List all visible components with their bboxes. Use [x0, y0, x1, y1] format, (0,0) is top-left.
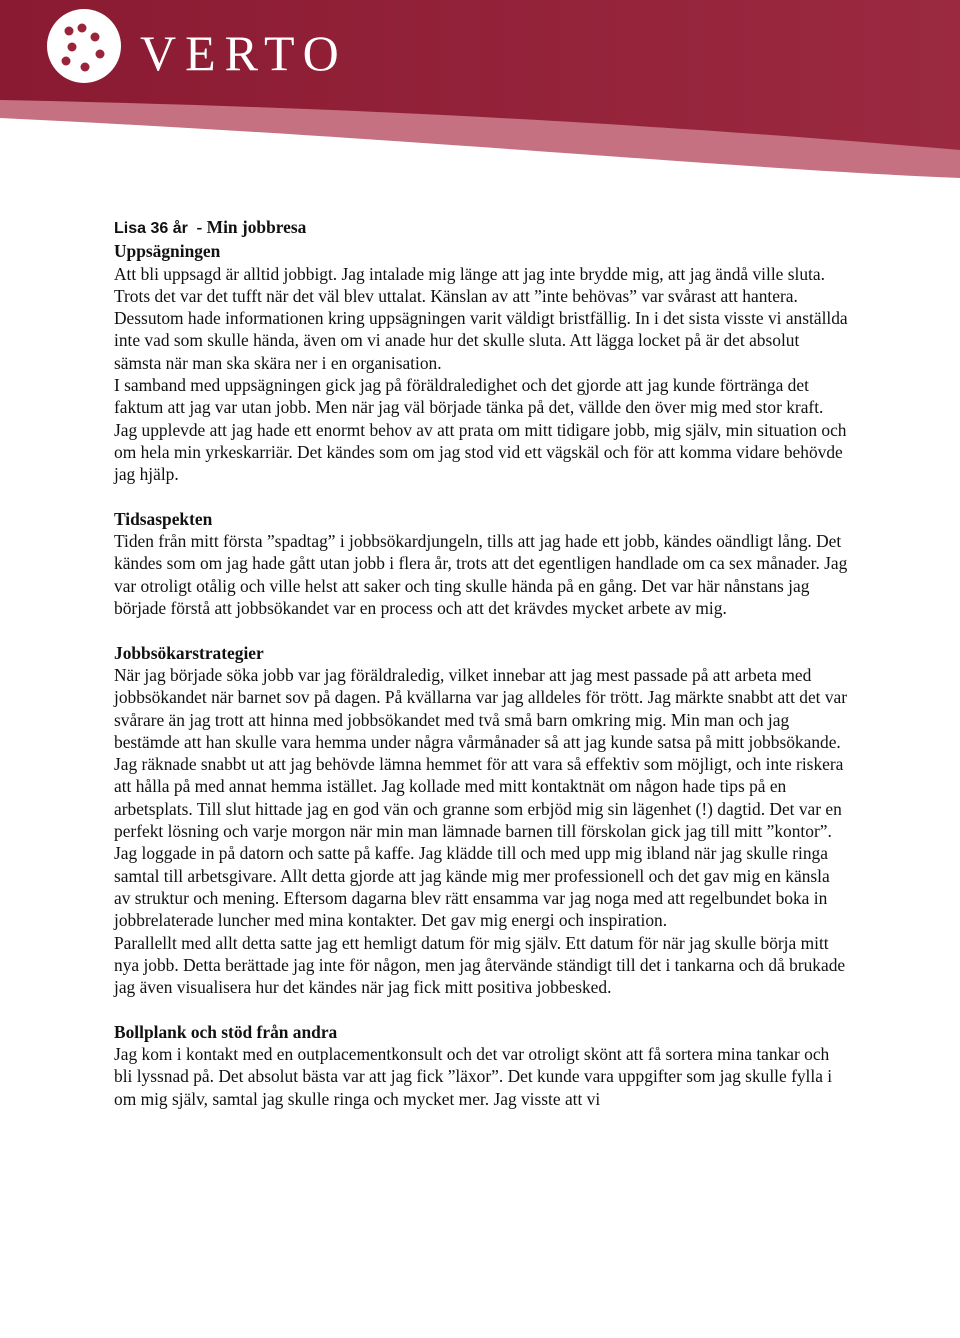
spacer [114, 619, 849, 641]
document-body [114, 216, 853, 1110]
paragraph: Att bli uppsagd är alltid jobbigt. Jag intalade mig länge att jag inte brydde mig, att jag ändå ville sluta. Trots det var det tufft när det väl blev uttalat. Känslan av att ”inte behövas” var svårast att hantera. Dessutom hade informationen kring uppsägningen varit väldigt bristfällig. In i det sista visste vi anställda inte vad som skulle hända, även om vi anade hur det skulle sluta. Att lägga locket på är det absolut sämsta när man ska skära ner i en organisation. [114, 263, 853, 373]
header-banner [0, 0, 960, 185]
paragraph: När jag började söka jobb var jag föräldraledig, vilket innebar att jag mest passade på att arbeta med jobbsökandet när barnet sov på dagen. På kvällarna var jag alldeles för trött. Jag märkte snabbt att det var svårare än jag trott att hinna med jobbsökandet med två små barn omkring mig. Min man och jag bestämde att han skulle vara hemma under några vårmånader så att jag kunde satsa på mitt jobbsökande. [114, 664, 848, 752]
section-heading: Tidsaspekten [114, 508, 213, 529]
section-heading: Bollplank och stöd från andra [114, 1021, 338, 1042]
paragraph: Tiden från mitt första ”spadtag” i jobbsökardjungeln, tills att jag hade ett jobb, kändes oändligt lång. Det kändes som om jag hade gått utan jobb i flera år, trots att det egentligen handlade om ca sex månader. Jag var otroligt otålig och ville helst att saker och ting skulle hända på en gång. Det var här nånstans jag började förstå att jobbsökandet var en process och att det krävdes mycket arbete av mig. [114, 531, 848, 619]
paragraph: Parallellt med allt detta satte jag ett hemligt datum för mig själv. Ett datum för när jag skulle börja mitt nya jobb. Detta berättade jag inte för någon, men jag återvände ständigt till det i tankarna och då brukade jag även visualisera hur det kändes när jag fick mitt positiva jobbesked. [114, 932, 846, 998]
section-heading: Jobbsökarstrategier [114, 642, 264, 663]
title-prefix: Lisa 36 år [114, 220, 188, 237]
spacer [114, 998, 849, 1020]
spacer [114, 486, 849, 508]
logo-circle [47, 9, 121, 83]
title-rest: - Min jobbresa [187, 217, 307, 237]
paragraph: Jag kom i kontakt med en outplacementkonsult och det var otroligt skönt att få sortera mina tankar och bli lyssnad på. Det absolut bästa var att jag fick ”läxor”. Det kunde vara uppgifter som jag skulle fylla i om mig själv, samtal jag skulle ringa och mycket mer. Jag visste att vi [114, 1043, 833, 1109]
paragraph: I samband med uppsägningen gick jag på föräldraledighet och det gjorde att jag kunde förtränga det faktum att jag var utan jobb. Men när jag väl började tänka på det, vällde den över mig med stor kraft. Jag upplevde att jag hade ett enormt behov av att prata om mitt tidigare jobb, mig själv, min situation och om hela min yrkeskarriär. Det kändes som om jag stod vid ett vägskäl och för att komma vidare behövde jag hjälp. [114, 375, 847, 485]
section-heading: Uppsägningen [114, 241, 221, 262]
document-title [114, 216, 849, 240]
brand-logo-text: VERTO [140, 25, 348, 81]
paragraph: Jag räknade snabbt ut att jag behövde lämna hemmet för att vara så effektiv som möjligt, och inte riskera att hålla på med annat hemma istället. Jag kollade med mitt kontaktnät om någon hade tips på en arbetsplats. Till slut hittade jag en god vän och granne som erbjöd mig sin lägenhet (!) dagtid. Det var en perfekt lösning och varje morgon när min man lämnade barnen till förskolan gick jag till mitt ”kontor”. Jag loggade in på datorn och satte på kaffe. Jag klädde till och med upp mig ibland när jag skulle ringa samtal till arbetsgivare. Allt detta gjorde att jag kände mig mer professionell och det gav mig en känsla av struktur och mening. Eftersom dagarna blev rätt ensamma var jag noga med att regelbundet boka in jobbrelaterade luncher med mina kontakter. Det gav mig energi och inspiration. [114, 754, 844, 931]
